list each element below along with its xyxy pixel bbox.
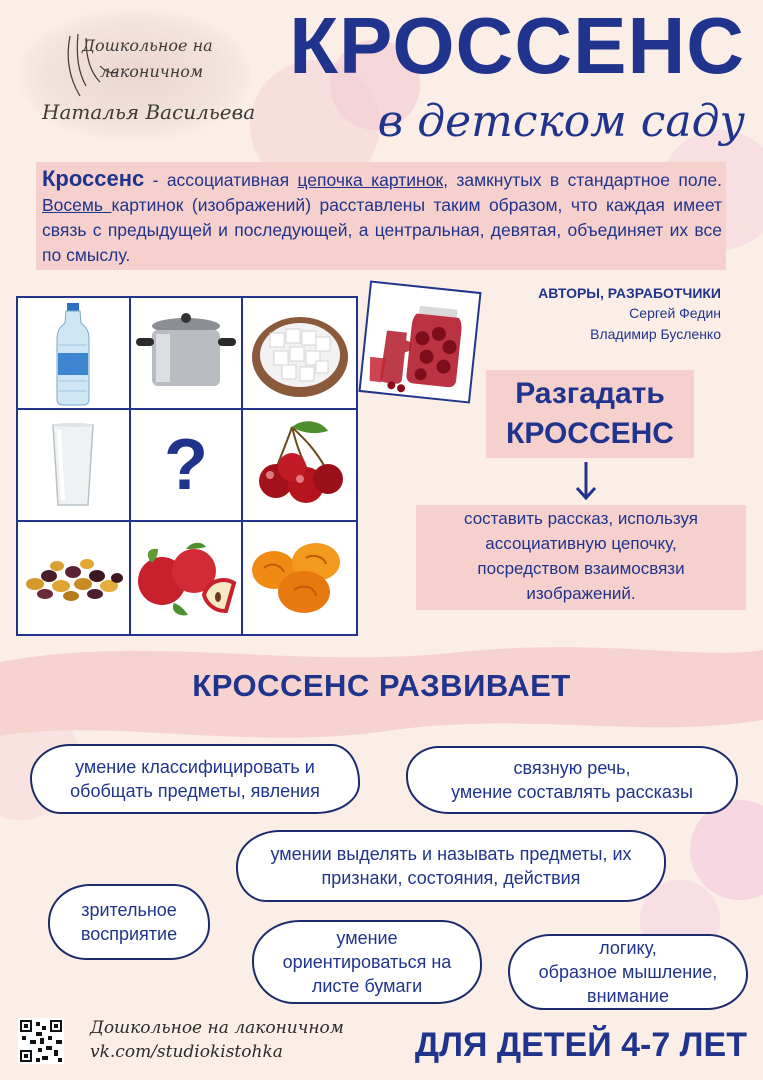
dried-apricots-icon (250, 540, 350, 616)
task-box (416, 505, 746, 610)
question-mark-icon: ? (164, 425, 208, 505)
definition-term: Кроссенс (42, 166, 145, 191)
grid-cell (131, 522, 244, 634)
definition-text (42, 166, 722, 268)
page-title: КРОССЕНС (289, 1, 745, 90)
logo-text-line2: лаконичном (100, 62, 204, 81)
grid-cell (131, 410, 244, 522)
skill-bubble (236, 830, 666, 902)
skill-line: связную речь, (513, 758, 631, 778)
skill-line: внимание (587, 986, 669, 1006)
skill-line: умение (336, 928, 398, 948)
definition-part1: - ассоциативная (144, 170, 298, 190)
authors-heading: АВТОРЫ, РАЗРАБОТЧИКИ (538, 285, 721, 301)
footer-text (90, 1016, 344, 1064)
develops-heading: КРОССЕНС РАЗВИВАЕТ (192, 668, 571, 703)
task-line: ассоциативную цепочку, (485, 534, 677, 553)
solve-line2: КРОССЕНС (506, 417, 674, 450)
brand-logo (20, 10, 256, 140)
apples-icon (134, 537, 238, 619)
task-line: составить рассказ, используя (464, 509, 698, 528)
raisins-icon (21, 550, 125, 606)
skill-line: логику, (599, 938, 657, 958)
definition-box (36, 162, 726, 270)
footer-link[interactable]: vk.com/studiokistohka (90, 1042, 283, 1062)
grid-cell (243, 298, 356, 410)
grid-cell (131, 298, 244, 410)
solve-box (486, 370, 694, 458)
footer-line1: Дошкольное на лаконичном (90, 1018, 344, 1038)
skill-line: ориентироваться на (282, 952, 452, 972)
skill-line: умение составлять рассказы (451, 782, 693, 802)
skill-bubble (30, 744, 360, 814)
age-label: ДЛЯ ДЕТЕЙ 4-7 ЛЕТ (414, 1026, 747, 1064)
compote-jar-icon (361, 283, 480, 402)
skill-line: обобщать предметы, явления (70, 781, 320, 801)
skill-line: зрительное (81, 900, 177, 920)
skill-bubble (406, 746, 738, 814)
definition-part2: , замкнутых в стандартное поле. (443, 170, 723, 190)
task-line: изображений. (526, 584, 636, 603)
arrow-down-icon (574, 460, 598, 502)
author-name: Владимир Бусленко (590, 326, 721, 342)
skill-line: признаки, состояния, действия (321, 868, 581, 888)
answer-card (358, 280, 481, 403)
crossens-grid (16, 296, 358, 636)
skill-line: листе бумаги (311, 976, 423, 996)
cherries-icon (252, 419, 348, 511)
sugar-cubes-icon (250, 307, 350, 399)
page-subtitle: в детском саду (377, 96, 745, 147)
solve-line1: Разгадать (515, 377, 665, 410)
grid-cell (243, 522, 356, 634)
grid-cell (18, 410, 131, 522)
grid-cell (18, 522, 131, 634)
qr-code-icon (18, 1018, 64, 1064)
skill-bubble (48, 884, 210, 960)
skill-bubble (252, 920, 482, 1004)
definition-underlined-2: Восемь (42, 195, 112, 215)
skill-line: умении выделять и называть предметы, их (270, 844, 632, 864)
skill-line: восприятие (80, 924, 178, 944)
grid-cell (243, 410, 356, 522)
skill-line: образное мышление, (538, 962, 718, 982)
cooking-pot-icon (134, 312, 238, 394)
definition-underlined-1: цепочка картинок (297, 170, 444, 190)
authors-block (538, 283, 721, 345)
grid-cell (18, 298, 131, 410)
water-bottle-icon (53, 301, 93, 406)
skill-line: умение классифицировать и (75, 757, 315, 777)
task-line: посредством взаимосвязи (477, 559, 685, 578)
skill-bubble (508, 934, 748, 1010)
logo-author-name: Наталья Васильева (42, 100, 256, 124)
definition-part3: картинок (изображений) расставлены таким образом, что каждая имеет связь с предыдущей и последующей, а центральная, девятая, объединяет их все по смыслу. (42, 195, 723, 265)
glass-icon (50, 422, 96, 508)
author-name: Сергей Федин (629, 305, 721, 321)
logo-text-line1: Дошкольное на (82, 36, 213, 55)
